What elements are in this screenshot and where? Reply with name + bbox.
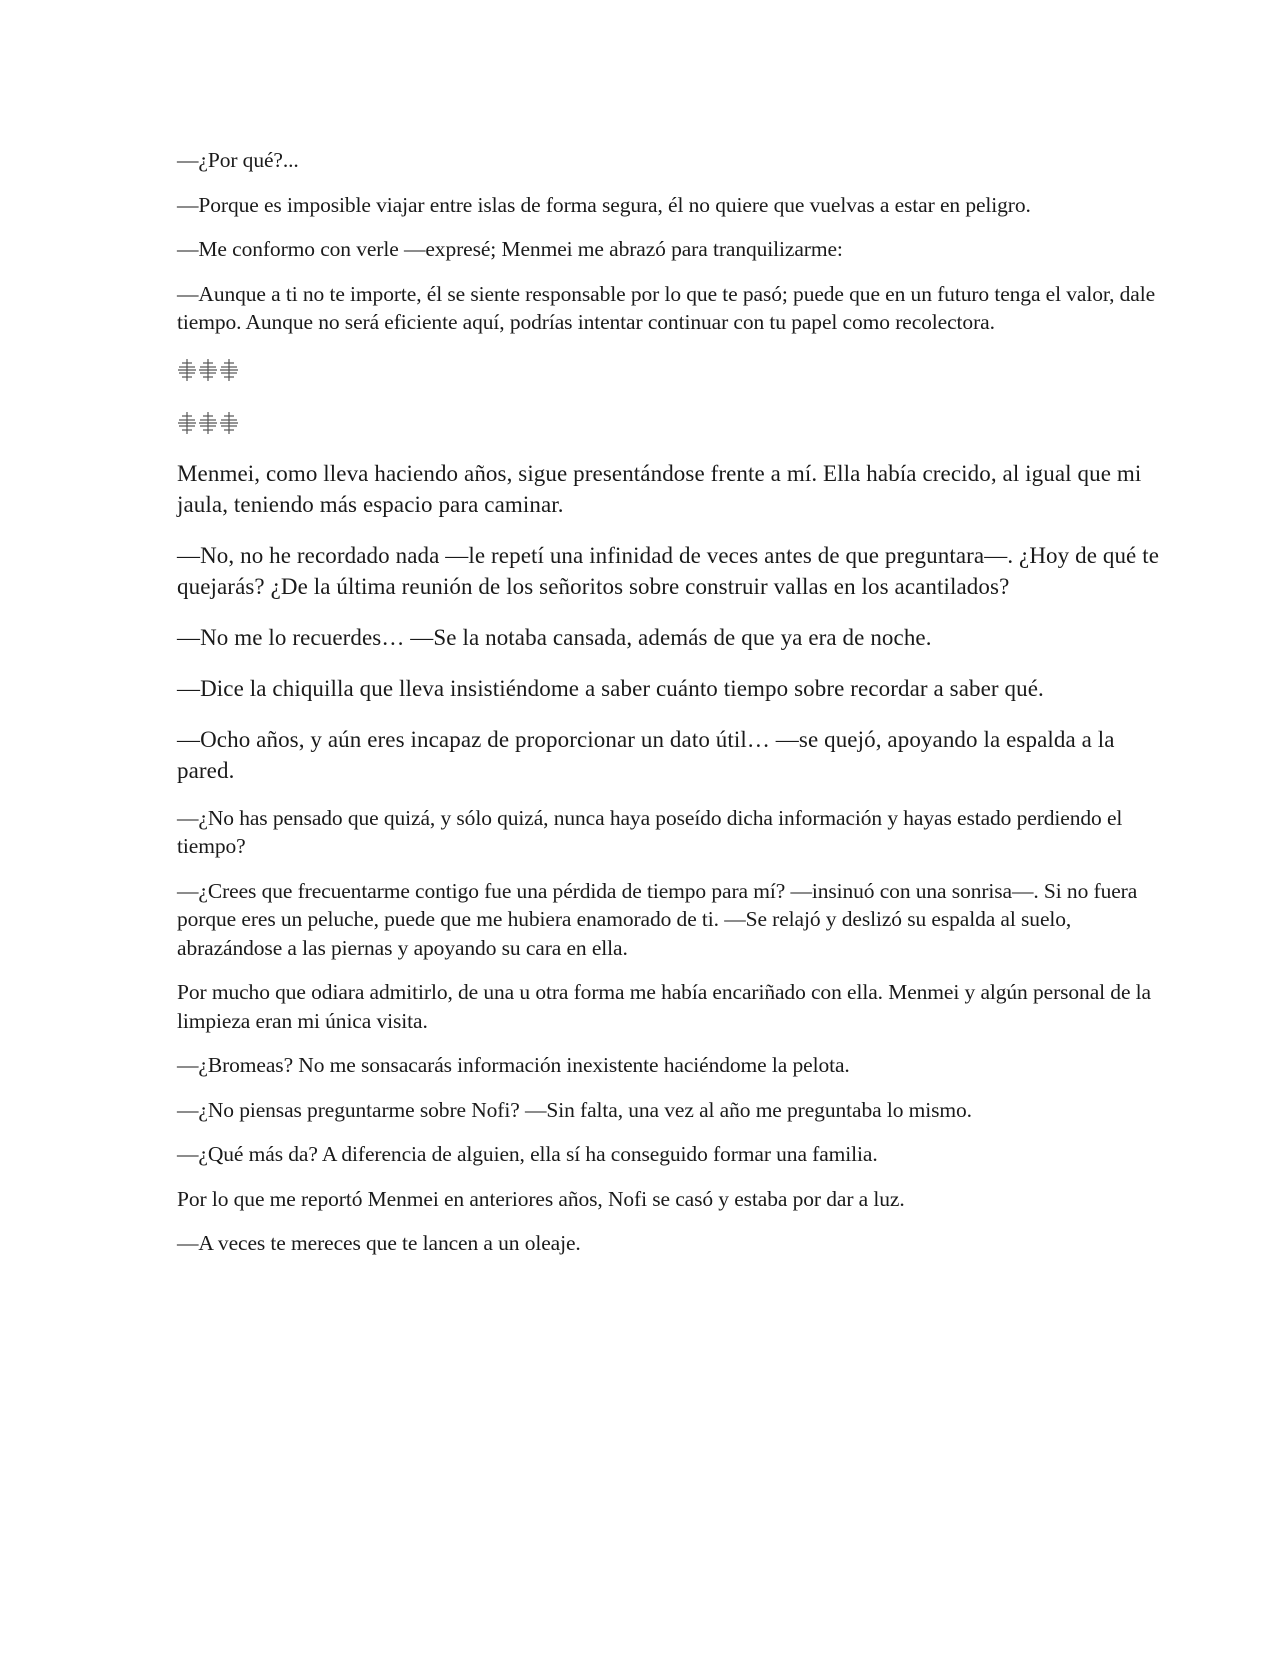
paragraph: —¿Qué más da? A diferencia de alguien, ella sí ha conseguido formar una familia.	[177, 1142, 878, 1166]
paragraph: —¿Crees que frecuentarme contigo fue una pérdida de tiempo para mí? —insinuó con una sonrisa—. Si no fuera porque eres un peluche, puede que me hubiera enamorado de ti. —Se relajó y deslizó su espalda al suelo, abrazándose a las piernas y apoyando su cara en ella.	[177, 878, 1138, 960]
paragraph: —A veces te mereces que te lancen a un oleaje.	[177, 1231, 581, 1255]
paragraph: —¿No piensas preguntarme sobre Nofi? —Sin falta, una vez al año me preguntaba lo mismo.	[177, 1097, 972, 1122]
paragraph: Por mucho que odiara admitirlo, de una u otra forma me había encariñado con ella. Menmei y algún personal de la limpieza eran mi única visita.	[177, 980, 1151, 1033]
paragraph: Por lo que me reportó Menmei en anteriores años, Nofi se casó y estaba por dar a luz.	[177, 1186, 905, 1211]
paragraph: Menmei, como lleva haciendo años, sigue presentándose frente a mí. Ella había crecido, al igual que mi jaula, teniendo más espacio para caminar.	[177, 460, 1142, 517]
paragraph: —Ocho años, y aún eres incapaz de proporcionar un dato útil… —se quejó, apoyando la espalda a la pared.	[177, 726, 1115, 783]
paragraph: —Me conformo con verle —expresé; Menmei me abrazó para tranquilizarme:	[177, 237, 843, 261]
section-separator	[177, 408, 1177, 438]
ornament-icon	[177, 357, 239, 383]
paragraph: —¿No has pensado que quizá, y sólo quizá, nunca haya poseído dicha información y hayas estado perdiendo el tiempo?	[177, 805, 1123, 858]
paragraph: —Porque es imposible viajar entre islas de forma segura, él no quiere que vuelvas a estar en peligro.	[177, 192, 1031, 217]
paragraph: —Aunque a ti no te importe, él se siente responsable por lo que te pasó; puede que en un futuro tenga el valor, dale tiempo. Aunque no será eficiente aquí, podrías intentar continuar con tu papel como recolectora.	[177, 281, 1156, 334]
paragraph: —No me lo recuerdes… —Se la notaba cansada, además de que ya era de noche.	[177, 624, 932, 650]
paragraph: —¿Por qué?...	[177, 148, 299, 172]
section-separator	[177, 355, 1177, 385]
ornament-icon	[177, 410, 239, 436]
document-page	[177, 146, 1177, 1274]
paragraph: —No, no he recordado nada —le repetí una infinidad de veces antes de que preguntara—. ¿Hoy de qué te quejarás? ¿De la última reunión de los señoritos sobre construir vallas en los acantilados?	[177, 542, 1160, 599]
paragraph: —Dice la chiquilla que lleva insistiéndome a saber cuánto tiempo sobre recordar a saber qué.	[177, 675, 1044, 701]
paragraph: —¿Bromeas? No me sonsacarás información inexistente haciéndome la pelota.	[177, 1053, 850, 1077]
